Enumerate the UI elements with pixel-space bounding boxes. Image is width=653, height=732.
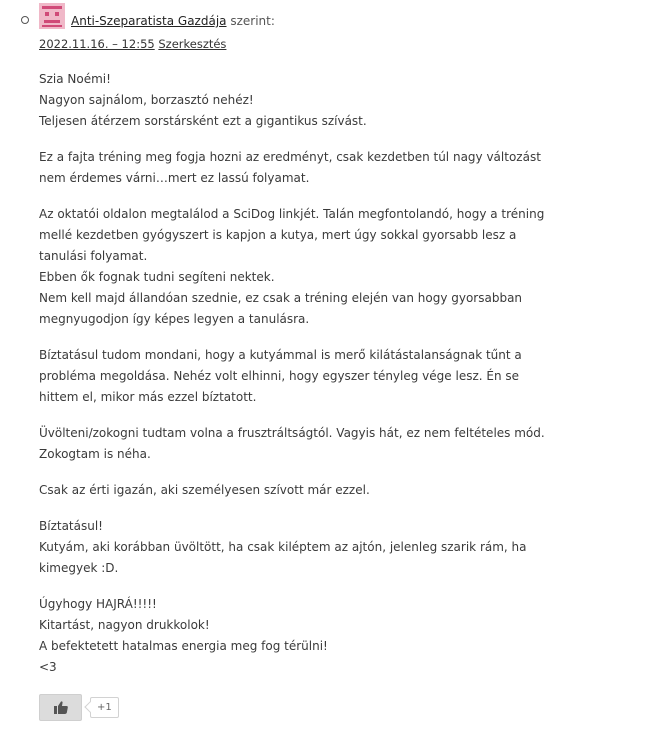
avatar-pixel (55, 12, 59, 16)
like-button[interactable] (39, 694, 82, 721)
comment-line: Ebben ők fognak tudni segíteni nektek. (39, 270, 275, 284)
comment-paragraph (39, 423, 599, 465)
comment-paragraph (39, 147, 599, 189)
comment-line: nem érdemes várni…mert ez lassú folyamat. (39, 171, 310, 185)
timestamp-link[interactable]: 2022.11.16. – 12:55 (39, 37, 155, 51)
comment-line: <3 (39, 660, 57, 674)
comment-paragraph (39, 204, 599, 330)
comment-paragraph (39, 594, 599, 678)
avatar[interactable] (39, 3, 65, 29)
comment-paragraph (39, 480, 599, 501)
comment-line: Üvölteni/zokogni tudtam volna a frusztráltságtól. Vagyis hát, ez nem feltételes mód. (39, 426, 545, 440)
comment-line: Az oktatói oldalon megtalálod a SciDog linkjét. Talán megfontolandó, hogy a tréning (39, 207, 545, 221)
avatar-pixel (45, 12, 49, 16)
author-link[interactable]: Anti-Szeparatista Gazdája (71, 14, 227, 28)
comment-line: hittem el, mikor más ezzel bíztatott. (39, 390, 257, 404)
comment-line: Ez a fajta tréning meg fogja hozni az eredményt, csak kezdetben túl nagy változást (39, 150, 541, 164)
comment-line: kimegyek :D. (39, 561, 119, 575)
comment-paragraph (39, 345, 599, 408)
comment-paragraph (39, 69, 599, 132)
comment-line: Kitartást, nagyon drukkolok! (39, 618, 210, 632)
comment-meta (39, 37, 226, 51)
comment-line: Úgyhogy HAJRÁ!!!!! (39, 597, 157, 611)
comment-line: Nagyon sajnálom, borzasztó nehéz! (39, 93, 254, 107)
avatar-pixel (42, 6, 62, 9)
comment-paragraph (39, 516, 599, 579)
avatar-pixel (42, 25, 62, 27)
edit-link[interactable]: Szerkesztés (158, 37, 227, 51)
comment-line: Zokogtam is néha. (39, 447, 151, 461)
comment-line: megnyugodjon így képes legyen a tanulásra. (39, 312, 310, 326)
comment-line: tanulási folyamat. (39, 249, 148, 263)
list-bullet (21, 16, 29, 24)
comment-line: Szia Noémi! (39, 72, 111, 86)
comment-header (71, 14, 275, 28)
comment-line: Teljesen átérzem sorstársként ezt a gigantikus szívást. (39, 114, 367, 128)
comment-line: Kutyám, aki korábban üvöltött, ha csak kiléptem az ajtón, jelenleg szarik rám, ha (39, 540, 527, 554)
thumbs-up-icon (54, 701, 68, 714)
comment-line: Csak az érti igazán, aki személyesen szívott már ezzel. (39, 483, 370, 497)
comment-line: probléma megoldása. Nehéz volt elhinni, hogy egyszer tényleg vége lesz. Én se (39, 369, 520, 383)
like-count-value: +1 (97, 702, 112, 713)
comment-line: Bíztatásul! (39, 519, 103, 533)
like-count (90, 697, 119, 718)
comment-line: A befektetett hatalmas energia meg fog térülni! (39, 639, 328, 653)
author-suffix: szerint: (230, 14, 275, 28)
comment-line: Nem kell majd állandóan szednie, ez csak a tréning elején van hogy gyorsabban (39, 291, 523, 305)
comment-line: Bíztatásul tudom mondani, hogy a kutyámmal is merő kilátástalanságnak tűnt a (39, 348, 522, 362)
comment-body (39, 69, 599, 693)
avatar-pixel (44, 20, 60, 23)
comment-line: mellé kezdetben gyógyszert is kapjon a kutya, mert úgy sokkal gyorsabb lesz a (39, 228, 517, 242)
